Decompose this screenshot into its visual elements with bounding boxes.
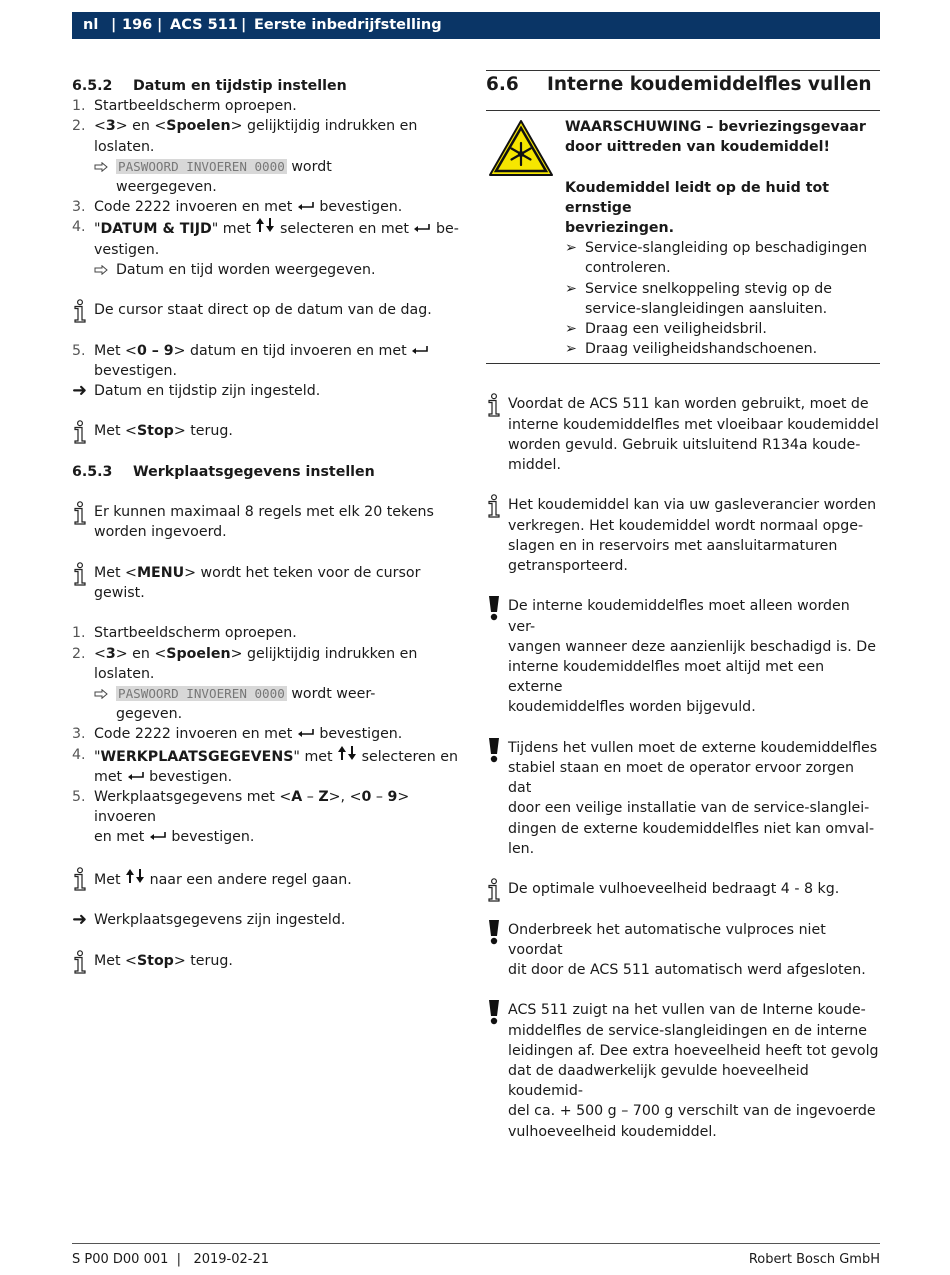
- page-footer: S P00 D00 001 | 2019-02-21 Robert Bosch GmbH: [72, 1243, 880, 1274]
- exclamation-icon: [487, 919, 501, 945]
- header-page-number: 196: [122, 17, 153, 33]
- step-2: 2. <3> en <Spoelen> gelijktijdig indrukken en loslaten.: [72, 645, 418, 682]
- step-4: 4. "DATUM & TIJD" met selecteren en met be-: [72, 219, 459, 238]
- key-label: Spoelen: [166, 118, 231, 135]
- paragraph-line: Tijdens het vullen moet de externe koudemiddelfles: [508, 739, 878, 756]
- step-3: 3. Code 2222 invoeren en met bevestigen.: [72, 726, 403, 743]
- step-result: Datum en tijd worden weergegeven.: [72, 260, 467, 280]
- final-result: ➜ Datum en tijdstip zijn ingesteld.: [72, 380, 321, 402]
- warning-bullet: ➢ Service-slangleiding op beschadigingen: [565, 240, 868, 257]
- paragraph-line: dingen de externe koudemiddelfles niet kan omval-: [508, 820, 875, 837]
- caution-note: [486, 738, 880, 859]
- info-note: [486, 879, 880, 899]
- info-note: [486, 394, 880, 475]
- step-1: 1. Startbeeldscherm oproepen.: [72, 98, 297, 115]
- info-icon: [72, 299, 88, 323]
- enter-key-icon: [413, 223, 431, 233]
- paragraph-line: koudemiddelfles worden bijgevuld.: [508, 699, 756, 716]
- footer-company: Robert Bosch GmbH: [748, 1252, 880, 1267]
- header-separator: |: [111, 17, 117, 33]
- warning-bullet: ➢ Draag een veiligheidsbril.: [565, 321, 767, 338]
- warning-bullet: ➢ Service snelkoppeling stevig op de: [565, 280, 832, 297]
- enter-key-icon: [297, 201, 315, 211]
- info-note: Er kunnen maximaal 8 regels met elk 20 tekens: [72, 502, 467, 522]
- final-result: ➜ Werkplaatsgegevens zijn ingesteld.: [72, 909, 346, 931]
- section-heading-6-5-3: 6.5.3 Werkplaatsgegevens instellen: [72, 463, 375, 480]
- paragraph-line: Het koudemiddel kan via uw gasleverancier worden: [508, 497, 877, 514]
- result-arrow-icon: ➜: [72, 909, 88, 931]
- arrow-down-icon: [347, 745, 357, 761]
- info-icon: [486, 878, 502, 902]
- result-arrow-icon: [94, 689, 108, 699]
- paragraph-line: leidingen af. Dee extra hoeveelheid heeft tot gevolg: [508, 1042, 879, 1059]
- result-arrow-icon: [94, 265, 108, 275]
- paragraph-line: verkregen. Het koudemiddel wordt normaal opge-: [508, 517, 864, 534]
- result-arrow-icon: ➜: [72, 380, 88, 402]
- left-column: 6.5.2 Datum en tijdstip instellen 1. Startbeeldscherm oproepen. 2. <3> en <Spoelen> gelijktijdig indrukken en loslaten. PASWOORD INVOEREN 0000 wordt weergegeven. 3. Code 2222 invoeren en met bevestigen. 4. "DATUM & TIJD" met selecteren en met be- vestigen. Datum en tijd worden weergegeven. De cursor staat direct op de datum van de dag. 5. Met <0 – 9> datum en tijd invoeren en met bevestigen. ➜ Datum en tijdstip zijn ingesteld. Met <Stop> terug. 6.5.3 Werkplaatsgegevens instellen Er kunnen maximaal 8 regels met elk 20 tekens worden ingevoerd. Met <MENU> wordt het teken voor de cursor gewist. 1. Startbeeldscherm oproepen. 2. <3> en <Spoelen> gelijktijdig indrukken en loslaten. PASWOORD INVOEREN 0000 wordt weer- gegeven. 3. Code 2222 invoeren en met bevestigen. 4. "WERKPLAATSGEGEVENS" met selecteren en met bevestigen. 5. Werkplaatsgegevens met <A – Z>, <0 – 9> invoeren en met bevestigen. Met naar een andere regel gaan. ➜ Werkplaatsgegevens zijn ingesteld. Met <Stop> terug.: [72, 76, 467, 971]
- step-2: 2. <3> en <Spoelen> gelijktijdig indrukken en loslaten.: [72, 118, 418, 155]
- paragraph-line: De optimale vulhoeveelheid bedraagt 4 - 8 kg.: [508, 881, 840, 898]
- exclamation-icon: [487, 595, 501, 621]
- step-5: 5. Met <0 – 9> datum en tijd invoeren en met: [72, 341, 467, 361]
- display-text: PASWOORD INVOEREN 0000: [118, 685, 285, 701]
- paragraph-line: interne koudemiddelfles met vloeibaar koudemiddel: [508, 416, 879, 433]
- paragraph-line: middel.: [508, 457, 561, 474]
- paragraph-line: del ca. + 500 g – 700 g verschilt van de ingevoerde: [508, 1103, 876, 1120]
- caution-note: [486, 596, 880, 717]
- paragraph-line: Onderbreek het automatische vulproces niet voordat: [508, 921, 826, 958]
- section-heading-6-5-2: 6.5.2 Datum en tijdstip instellen: [72, 78, 347, 94]
- header-section: Eerste inbedrijfstelling: [254, 17, 442, 33]
- paragraph-line: interne koudemiddelfles moet altijd met een externe: [508, 659, 825, 696]
- step-4: 4. "WERKPLAATSGEGEVENS" met selecteren en: [72, 746, 458, 765]
- warning-box: WAARSCHUWING – bevriezingsgevaar door uittreden van koudemiddel! Koudemiddel leidt op de huid tot ernstige bevriezingen. ➢ Service-slangleiding op beschadigingen controleren. ➢ Service snelkoppeling stevig op de service-slangleidingen aansluiten. ➢ Draag een veiligheidsbril. ➢ Draag veiligheidshandschoenen.: [486, 111, 880, 364]
- info-note: [486, 495, 880, 576]
- paragraph-line: worden gevuld. Gebruik uitsluitend R134a koude-: [508, 436, 861, 453]
- paragraph-line: len.: [508, 840, 535, 857]
- caution-note: [486, 1000, 880, 1141]
- enter-key-icon: [127, 771, 145, 781]
- enter-key-icon: [411, 345, 429, 355]
- step-1: 1. Startbeeldscherm oproepen.: [72, 625, 297, 642]
- footer-doc-number: S P00 D00 001: [72, 1252, 169, 1267]
- paragraph-line: vangen wanneer deze aanzienlijk beschadigd is. De: [508, 638, 876, 655]
- page-header: [72, 12, 880, 39]
- enter-key-icon: [297, 728, 315, 738]
- key-label: 3: [105, 118, 116, 135]
- arrow-down-icon: [265, 217, 275, 233]
- right-column: [486, 76, 880, 1142]
- display-text: PASWOORD INVOEREN 0000: [118, 158, 285, 174]
- footer-date: 2019-02-21: [193, 1252, 270, 1267]
- enter-key-icon: [149, 831, 167, 841]
- paragraph-line: De interne koudemiddelfles moet alleen worden ver-: [508, 598, 850, 635]
- paragraph-line: vulhoeveelheid koudemiddel.: [508, 1123, 717, 1140]
- arrow-up-icon: [125, 868, 135, 884]
- step-3: 3. Code 2222 invoeren en met bevestigen.: [72, 199, 403, 216]
- section-heading-6-6: 6.6 Interne koudemiddelfles vullen: [486, 70, 880, 111]
- arrow-up-icon: [337, 745, 347, 761]
- paragraph-line: dat de daadwerkelijk gevulde hoeveelheid koudemid-: [508, 1063, 809, 1100]
- info-icon: [72, 562, 88, 586]
- paragraph-line: dit door de ACS 511 automatisch werd afgesloten.: [508, 962, 866, 979]
- header-separator: |: [241, 17, 247, 33]
- info-icon: [72, 867, 88, 891]
- warning-bullet: ➢ Draag veiligheidshandschoenen.: [565, 341, 818, 358]
- frost-warning-icon: [488, 119, 554, 177]
- step-5: 5. Werkplaatsgegevens met <A – Z>, <0 – 9> invoeren: [72, 789, 410, 826]
- info-note: Met <Stop> terug.: [72, 951, 467, 971]
- paragraph-line: Voordat de ACS 511 kan worden gebruikt, moet de: [508, 396, 869, 413]
- paragraph-line: door een veilige installatie van de service-slanglei-: [508, 800, 870, 817]
- info-note: Met <Stop> terug.: [72, 421, 467, 441]
- paragraph-line: ACS 511 zuigt na het vullen van de Interne koude-: [508, 1002, 866, 1019]
- paragraph-line: getransporteerd.: [508, 558, 628, 575]
- caution-note: [486, 920, 880, 981]
- warning-title: WAARSCHUWING – bevriezingsgevaar: [565, 119, 866, 135]
- step-result: PASWOORD INVOEREN 0000 wordt weer-: [72, 684, 467, 704]
- header-product: ACS 511: [170, 17, 238, 33]
- step-result: PASWOORD INVOEREN 0000 wordt: [72, 157, 467, 177]
- paragraph-line: stabiel staan en moet de operator ervoor zorgen dat: [508, 760, 855, 797]
- info-icon: [72, 420, 88, 444]
- result-arrow-icon: [94, 162, 108, 172]
- info-note: Met <MENU> wordt het teken voor de cursor gewist.: [72, 563, 467, 603]
- info-note: De cursor staat direct op de datum van de dag.: [72, 300, 467, 320]
- warning-subtitle: Koudemiddel leidt op de huid tot ernstige: [565, 179, 830, 216]
- info-note: Met naar een andere regel gaan.: [72, 868, 467, 890]
- arrow-up-icon: [255, 217, 265, 233]
- header-separator: |: [157, 17, 163, 33]
- header-language: nl: [83, 17, 99, 33]
- paragraph-line: slagen en in reservoirs met aansluitarmaturen: [508, 537, 838, 554]
- info-icon: [72, 950, 88, 974]
- arrow-down-icon: [135, 868, 145, 884]
- paragraph-line: middelfles de service-slangleidingen en de interne: [508, 1022, 868, 1039]
